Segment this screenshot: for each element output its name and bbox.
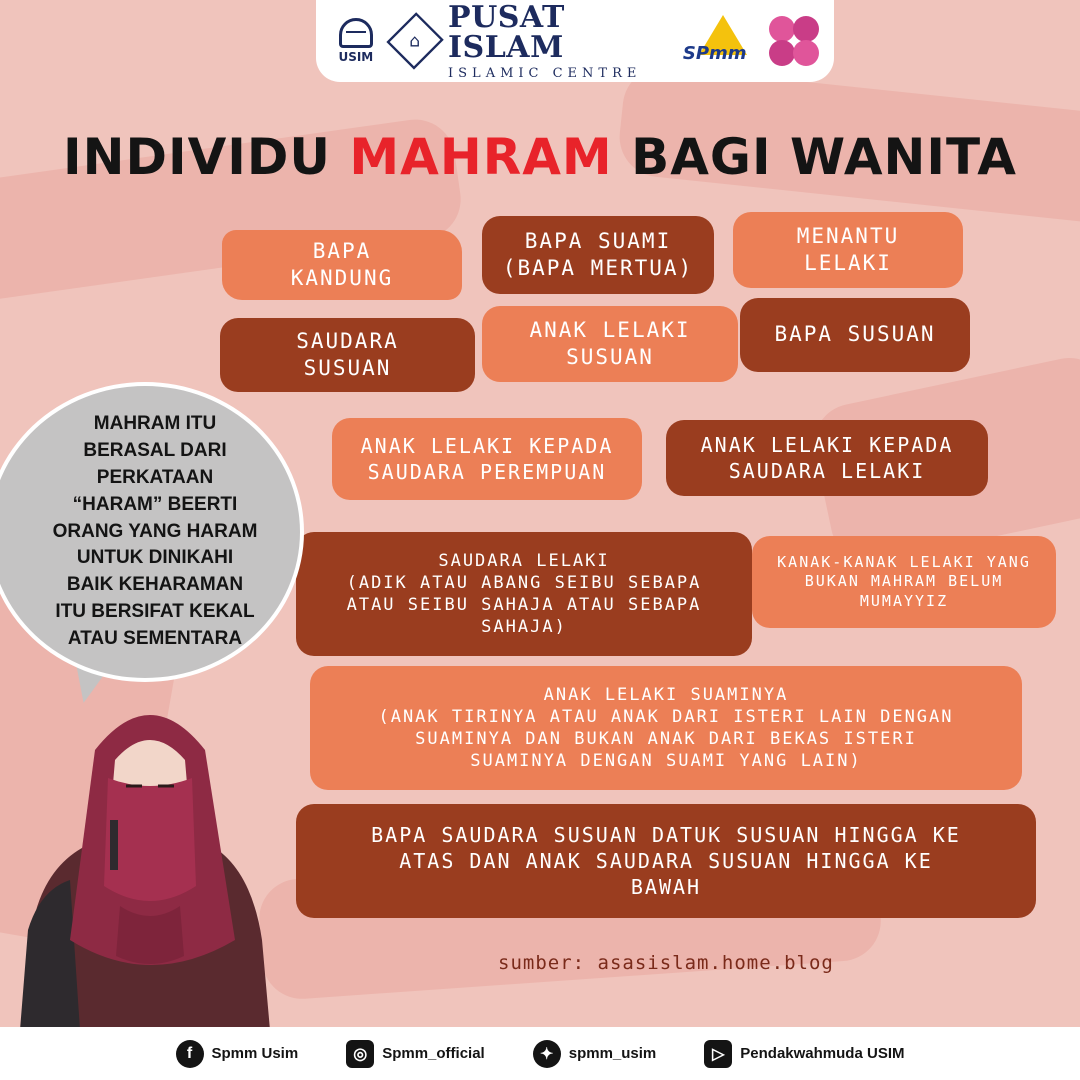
pusat-islam-title: PUSAT ISLAM bbox=[448, 0, 565, 65]
item-saudara-lelaki: SAUDARA LELAKI (ADIK ATAU ABANG SEIBU SEBAPA ATAU SEIBU SAHAJA ATAU SEBAPA SAHAJA) bbox=[296, 532, 752, 656]
item-menantu-lelaki: MENANTU LELAKI bbox=[733, 212, 963, 288]
twitter-link[interactable] bbox=[533, 1040, 657, 1068]
item-anak-lelaki-suaminya: ANAK LELAKI SUAMINYA (ANAK TIRINYA ATAU ANAK DARI ISTERI LAIN DENGAN SUAMINYA DAN BUKAN ANAK DARI BEKAS ISTERI SUAMINYA DENGAN SUAMI YANG LAIN) bbox=[310, 666, 1022, 790]
speech-bubble bbox=[0, 382, 304, 682]
item-bapa-susuan: BAPA SUSUAN bbox=[740, 298, 970, 372]
twitter-handle: spmm_usim bbox=[568, 1045, 657, 1062]
usim-label: USIM bbox=[338, 50, 374, 64]
title-part-2: BAGI WANITA bbox=[612, 128, 1017, 186]
youtube-handle: Pendakwahmuda USIM bbox=[740, 1045, 905, 1062]
title-highlight: MAHRAM bbox=[349, 128, 613, 186]
footer bbox=[0, 1027, 1080, 1080]
item-bapa-kandung: BAPA KANDUNG bbox=[222, 230, 462, 300]
speech-bubble-text: MAHRAM ITU BERASAL DARI PERKATAAN “HARAM” BEERTI ORANG YANG HARAM UNTUK DINIKAHI BAIK KEHARAMAN ITU BERSIFAT KEKAL ATAU SEMENTARA bbox=[52, 412, 258, 650]
source-credit: sumber: asasislam.home.blog bbox=[498, 952, 834, 974]
item-kanak-kanak-lelaki: KANAK-KANAK LELAKI YANG BUKAN MAHRAM BELUM MUMAYYIZ bbox=[752, 536, 1056, 628]
item-saudara-susuan: SAUDARA SUSUAN bbox=[220, 318, 475, 392]
page-title bbox=[0, 128, 1080, 186]
instagram-link[interactable] bbox=[346, 1040, 485, 1068]
twitter-icon: ✦ bbox=[533, 1040, 561, 1068]
item-bapa-suami: BAPA SUAMI (BAPA MERTUA) bbox=[482, 216, 714, 294]
instagram-icon: ◎ bbox=[346, 1040, 374, 1068]
pusat-islam-emblem-icon: ⌂ bbox=[386, 12, 444, 70]
item-anak-lelaki-susuan: ANAK LELAKI SUSUAN bbox=[482, 306, 738, 382]
logo-bar bbox=[316, 0, 834, 82]
pusat-islam-logo bbox=[448, 0, 673, 81]
hijabi-woman-illustration bbox=[0, 690, 300, 1030]
facebook-link[interactable] bbox=[176, 1040, 299, 1068]
spmm-logo bbox=[681, 9, 755, 73]
item-anak-lelaki-saudara-perempuan: ANAK LELAKI KEPADA SAUDARA PEREMPUAN bbox=[332, 418, 642, 500]
youtube-link[interactable] bbox=[704, 1040, 904, 1068]
pendakwah-muda-logo bbox=[763, 10, 820, 72]
facebook-icon: f bbox=[176, 1040, 204, 1068]
spmm-label: SPmm bbox=[682, 43, 747, 64]
item-anak-lelaki-saudara-lelaki: ANAK LELAKI KEPADA SAUDARA LELAKI bbox=[666, 420, 988, 496]
item-bapa-saudara-susuan: BAPA SAUDARA SUSUAN DATUK SUSUAN HINGGA KE ATAS DAN ANAK SAUDARA SUSUAN HINGGA KE BAWAH bbox=[296, 804, 1036, 918]
pusat-islam-subtitle: ISLAMIC CENTRE bbox=[448, 65, 642, 81]
instagram-handle: Spmm_official bbox=[382, 1045, 485, 1062]
title-part-1: INDIVIDU bbox=[63, 128, 350, 186]
usim-logo bbox=[330, 13, 382, 69]
youtube-icon: ▷ bbox=[704, 1040, 732, 1068]
facebook-handle: Spmm Usim bbox=[211, 1045, 299, 1062]
